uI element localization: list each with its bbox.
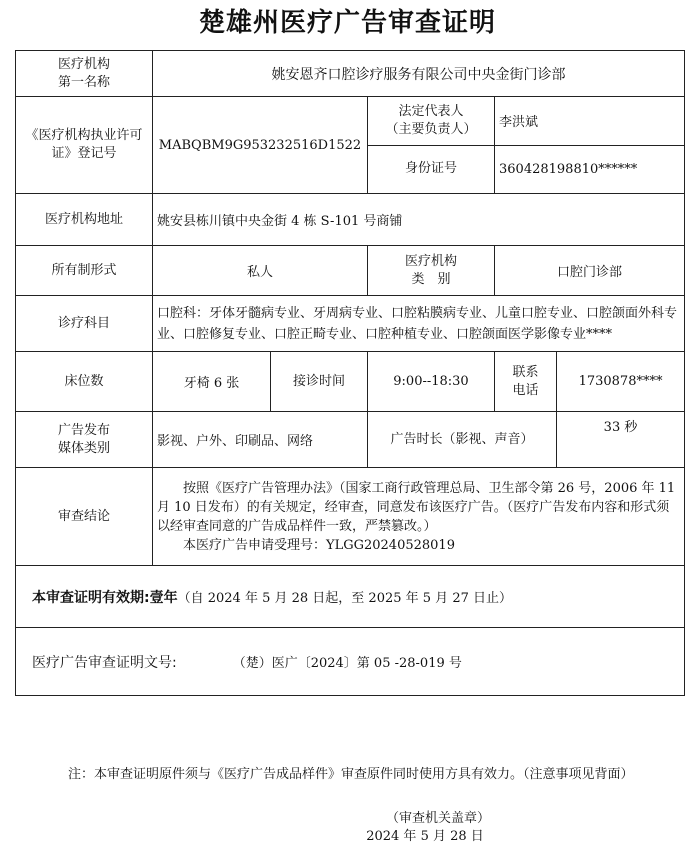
application-number: 本医疗广告申请受理号：YLGG20240528019 — [183, 537, 455, 553]
id-label: 身份证号 — [368, 145, 495, 194]
row-conclusion — [16, 468, 685, 566]
issue-date: 2024 年 5 月 28 日 — [366, 829, 484, 844]
category-label: 医疗机构 类 别 — [368, 246, 495, 296]
institution-name-label: 医疗机构 第一名称 — [16, 51, 153, 97]
seal-text: （审查机关盖章） — [385, 811, 490, 826]
validity-value: （自 2024 年 5 月 28 日起，至 2025 年 5 月 27 日止） — [177, 590, 512, 606]
departments-label: 诊疗科目 — [16, 296, 153, 352]
row-document-number — [16, 628, 685, 696]
conclusion-value — [153, 468, 685, 566]
row-media — [16, 412, 685, 468]
row-address — [16, 194, 685, 246]
row-beds — [16, 352, 685, 412]
docno-value: （楚）医广〔2024〕第 05 -28-019 号 — [232, 655, 462, 671]
row-departments — [16, 296, 685, 352]
row-validity — [16, 566, 685, 628]
note-text: 注：本审查证明原件须与《医疗广告成品样件》审查原件同时使用方具有效力。（注意事项见背面） — [68, 767, 634, 782]
validity-label: 本审查证明有效期:壹年 — [32, 589, 178, 606]
phone-label: 联系 电话 — [495, 352, 557, 412]
validity-cell — [16, 566, 685, 628]
legal-rep-label: 法定代表人 （主要负责人） — [368, 97, 495, 146]
ownership-value: 私人 — [153, 246, 368, 296]
departments-value: 口腔科：牙体牙髓病专业、牙周病专业、口腔粘膜病专业、儿童口腔专业、口腔颌面外科专业、口腔修复专业、口腔正畸专业、口腔种植专业、口腔颌面医学影像专业**** — [153, 296, 685, 352]
row-ownership — [16, 246, 685, 296]
duration-value: 33 秒 — [557, 412, 685, 468]
docno-label: 医疗广告审查证明文号: — [32, 654, 177, 671]
license-value: MABQBM9G953232516D1522 — [153, 97, 368, 194]
duration-label: 广告时长（影视、声音） — [368, 412, 557, 468]
address-value: 姚安县栋川镇中央金街 4 栋 S-101 号商铺 — [153, 194, 685, 246]
ownership-label: 所有制形式 — [16, 246, 153, 296]
page-title: 楚雄州医疗广告审查证明 — [198, 8, 496, 38]
phone-value: 1730878**** — [557, 352, 685, 412]
conclusion-label: 审查结论 — [16, 468, 153, 566]
category-value: 口腔门诊部 — [495, 246, 685, 296]
media-value: 影视、户外、印刷品、网络 — [153, 412, 368, 468]
legal-rep-value: 李洪斌 — [495, 97, 685, 146]
certificate-table — [15, 50, 685, 696]
hours-value: 9:00--18:30 — [368, 352, 495, 412]
beds-label: 床位数 — [16, 352, 153, 412]
docno-cell — [16, 628, 685, 696]
address-label: 医疗机构地址 — [16, 194, 153, 246]
conclusion-text: 按照《医疗广告管理办法》（国家工商行政管理总局、卫生部令第 26 号，2006 年 11 月 10 日发布）的有关规定，经审查，同意发布该医疗广告。（医疗广告发布内容和形式须以经审查同意的广告成品样件一致，严禁篡改。） — [157, 480, 676, 534]
hours-label: 接诊时间 — [271, 352, 368, 412]
row-institution-name — [16, 51, 685, 97]
beds-value: 牙椅 6 张 — [153, 352, 271, 412]
media-label: 广告发布 媒体类别 — [16, 412, 153, 468]
license-label: 《医疗机构执业许可证》登记号 — [16, 97, 153, 194]
institution-name-value: 姚安恩齐口腔诊疗服务有限公司中央金街门诊部 — [153, 51, 685, 97]
row-license — [16, 97, 685, 146]
id-value: 360428198810****** — [495, 145, 685, 194]
